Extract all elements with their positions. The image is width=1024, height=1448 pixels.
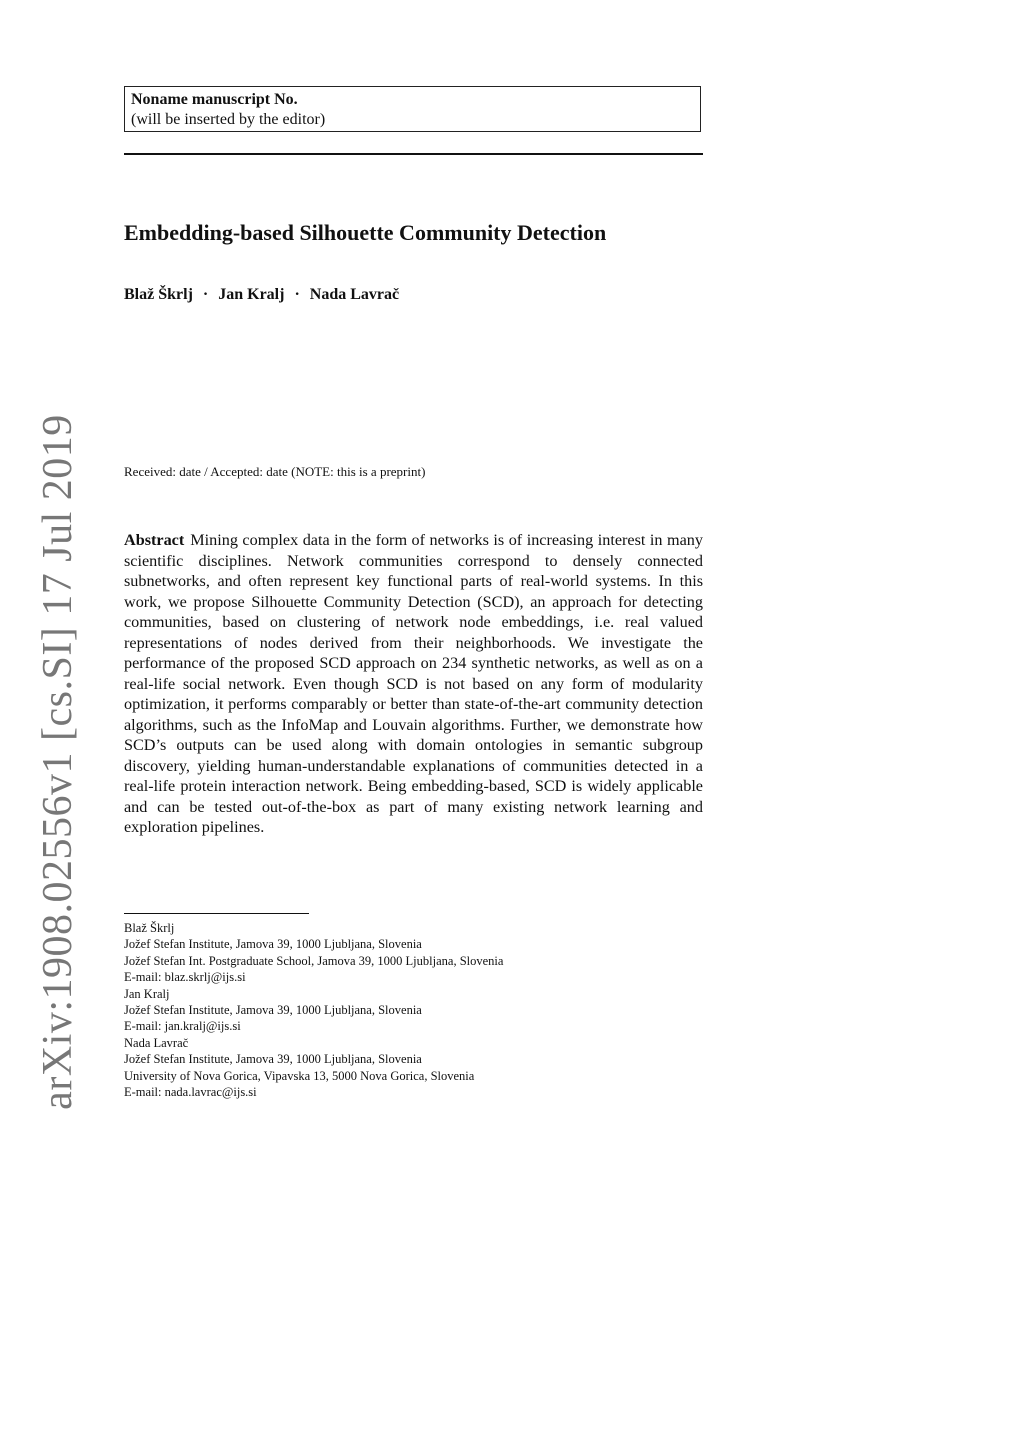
affiliation-line: Blaž Škrlj — [124, 921, 175, 935]
affiliations — [124, 920, 503, 1100]
header-rule — [124, 153, 703, 155]
affiliation-line: Jan Kralj — [124, 986, 170, 1001]
author-name: Jan Kralj — [218, 286, 285, 303]
author-name: Blaž Škrlj — [124, 286, 193, 303]
affiliation-email: E-mail: jan.kralj@ijs.si — [124, 1019, 241, 1034]
affiliation-email: E-mail: nada.lavrac@ijs.si — [124, 1085, 257, 1100]
paper-title: Embedding-based Silhouette Community Detection — [124, 220, 607, 245]
affiliation-line: Jožef Stefan Institute, Jamova 39, 1000 Ljubljana, Slovenia — [124, 937, 422, 952]
affiliation-line: Jožef Stefan Int. Postgraduate School, Jamova 39, 1000 Ljubljana, Slovenia — [124, 953, 504, 968]
manuscript-title: Noname manuscript No. — [131, 91, 298, 108]
author-separator: · — [202, 286, 209, 303]
author-list — [124, 286, 399, 304]
footnote-rule — [124, 913, 309, 914]
affiliation-line: Jožef Stefan Institute, Jamova 39, 1000 Ljubljana, Slovenia — [124, 1003, 422, 1018]
arxiv-identifier: arXiv:1908.02556v1 [cs.SI] 17 Jul 2019 — [35, 414, 81, 1110]
author-separator: · — [294, 286, 300, 303]
received-date: Received: date / Accepted: date (NOTE: this is a preprint) — [124, 464, 426, 479]
author-name: Nada Lavrač — [309, 286, 400, 303]
manuscript-note: (will be inserted by the editor) — [131, 111, 326, 128]
abstract-text: Mining complex data in the form of networks is of increasing interest in many scientific disciplines. Network communities correspond to densely connected subnetworks, and often represent key functional parts of real-world systems. In this work, we propose Silhouette Community Detection (SCD), an approach for detecting communities, based on clustering of network node embeddings, i.e. real valued representations of nodes derived from their neighborhoods. We investigate the performance of the proposed SCD approach on 234 synthetic networks, as well as on a real-life social network. Even though SCD is not based on any form of modularity optimization, it performs comparably or better than state-of-the-art community detection algorithms, such as the InfoMap and Louvain algorithms. Further, we demonstrate how SCD’s outputs can be used along with domain ontologies in semantic subgroup discovery, yielding human-understandable explanations of communities detected in a real-life protein interaction network. Being embedding-based, SCD is widely applicable and can be tested out-of-the-box as part of many existing network learning and exploration pipelines. — [124, 531, 703, 836]
affiliation-line: Jožef Stefan Institute, Jamova 39, 1000 Ljubljana, Slovenia — [124, 1052, 422, 1067]
affiliation-line: University of Nova Gorica, Vipavska 13, 5000 Nova Gorica, Slovenia — [124, 1068, 475, 1083]
abstract-label: Abstract — [124, 531, 185, 549]
affiliation-email: E-mail: blaz.skrlj@ijs.si — [124, 970, 246, 985]
affiliation-line: Nada Lavrač — [124, 1035, 189, 1050]
abstract — [124, 530, 703, 838]
manuscript-box — [124, 86, 701, 132]
